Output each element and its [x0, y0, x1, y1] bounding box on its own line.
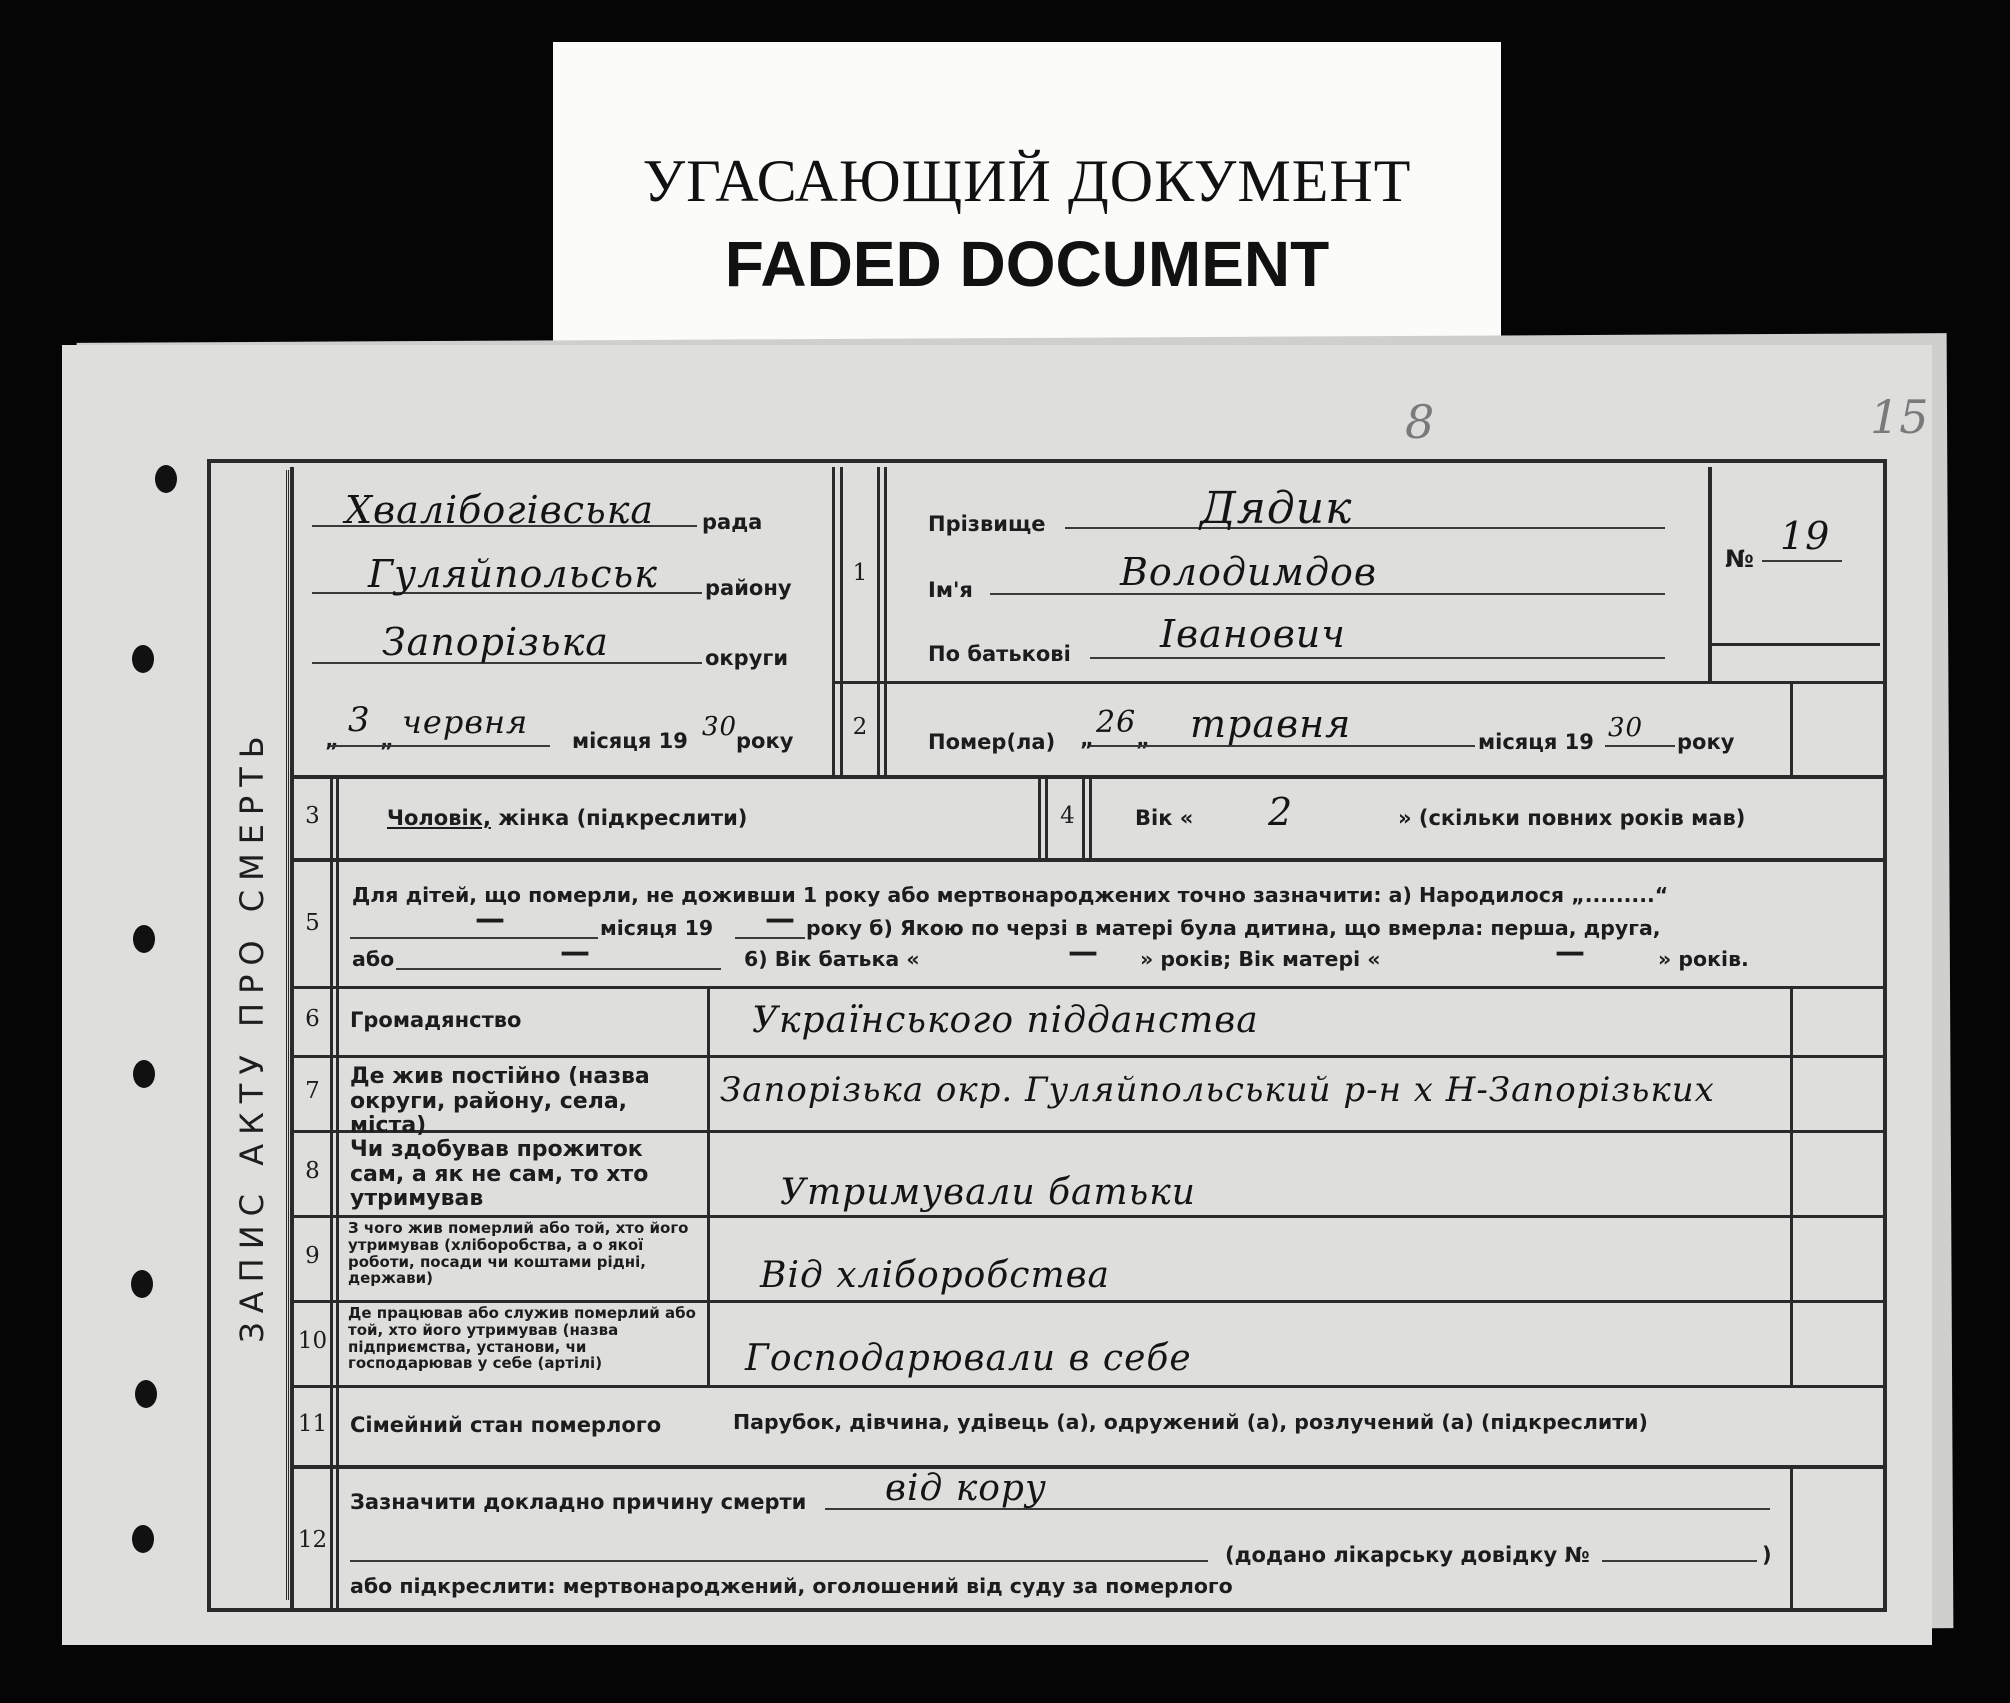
medical-certificate-close: )	[1762, 1543, 1772, 1567]
punch-hole-icon	[133, 925, 155, 953]
rayon-value: Гуляйпольськ	[368, 552, 658, 596]
divider	[336, 777, 339, 1612]
pencil-sheet-number: 8	[1405, 395, 1435, 449]
patronymic-label: По батькові	[928, 642, 1071, 666]
cause-label: Зазначити докладно причину смерти	[350, 1490, 807, 1514]
cause-value: від кору	[885, 1468, 1047, 1509]
rada-label: рада	[702, 510, 763, 534]
divider	[290, 1055, 1885, 1058]
divider	[1038, 777, 1041, 860]
income-source-value: Від хліборобства	[760, 1255, 1111, 1296]
pencil-corner-number: 15	[1870, 390, 1929, 444]
income-source-label: З чого жив померлий або той, хто його утримував (хліборобства, а о якої роботи, посади чи коштами рідні, держави)	[348, 1219, 689, 1288]
row-number: 10	[297, 1328, 328, 1354]
row-number: 12	[297, 1527, 328, 1553]
reg-day: 3	[348, 700, 371, 740]
underline	[396, 968, 721, 970]
divider	[1045, 777, 1048, 860]
divider	[835, 681, 1885, 684]
marital-options: Парубок, дівчина, удівець (а), одружений (а), розлучений (а) (підкреслити)	[733, 1410, 1648, 1434]
reg-roku: року	[736, 729, 794, 753]
row-number: 5	[305, 910, 320, 936]
died-open-quote: „	[1080, 727, 1094, 751]
divider	[290, 1465, 1885, 1469]
row-number: 6	[305, 1006, 320, 1032]
divider	[290, 858, 1885, 862]
citizenship-label: Громадянство	[350, 1008, 522, 1032]
infant-line-3d: » років.	[1658, 947, 1749, 971]
died-day: 26	[1096, 705, 1137, 740]
marital-label: Сімейний стан померлого	[350, 1413, 662, 1437]
divider	[884, 467, 887, 777]
reg-month: червня	[402, 703, 529, 741]
underline	[1762, 560, 1842, 562]
died-roku: року	[1677, 730, 1735, 754]
workplace-label: Де працював або служив померлий або той, хто його утримував (назва підприємства, установи, чи господарював у себе (артілі)	[348, 1304, 696, 1373]
died-misyatsya: місяця 19	[1478, 730, 1594, 754]
reg-misyatsya: місяця 19	[572, 729, 688, 753]
row-number: 2	[852, 714, 868, 740]
rayon-label: району	[705, 576, 792, 600]
name-label: Ім'я	[928, 578, 973, 602]
underline	[350, 1560, 1208, 1562]
infant-line-2a: місяця 19	[600, 916, 714, 940]
sex-male-underlined: Чоловік,	[387, 806, 491, 830]
livelihood-value: Утримували батьки	[780, 1172, 1196, 1213]
record-number-value: 19	[1780, 514, 1831, 558]
infant-line-3c: » років; Вік матері «	[1140, 947, 1381, 971]
divider	[1790, 1467, 1793, 1612]
infant-line-3b: 6) Вік батька «	[744, 947, 920, 971]
divider	[840, 467, 843, 777]
punch-hole-icon	[135, 1380, 157, 1408]
infant-dash: —	[765, 902, 795, 937]
divider	[290, 1300, 1885, 1303]
infant-line-2b: року б) Якою по черзі в матері була дитина, що вмерла: перша, друга,	[806, 916, 1661, 940]
infant-line-1: Для дітей, що померли, не доживши 1 року або мертвонароджених точно зазначити: а) Народилося „.........“	[352, 883, 1669, 907]
divider	[1708, 467, 1712, 683]
divider	[290, 1215, 1885, 1218]
underline	[1602, 1560, 1757, 1562]
citizenship-value: Українського підданства	[752, 1000, 1259, 1041]
underline	[1090, 745, 1475, 747]
row-number: 4	[1060, 803, 1075, 829]
workplace-value: Господарювали в себе	[745, 1338, 1192, 1379]
rada-value: Хвалібогівська	[345, 488, 655, 532]
punch-hole-icon	[131, 1270, 153, 1298]
infant-line-3a: або	[352, 947, 395, 971]
patronymic-value: Іванович	[1160, 612, 1346, 656]
name-value: Володимдов	[1120, 550, 1378, 594]
surname-label: Прізвище	[928, 512, 1046, 536]
row-number: 1	[852, 560, 868, 586]
row-number: 3	[305, 803, 320, 829]
punch-hole-icon	[133, 1060, 155, 1088]
infant-dash: —	[475, 902, 505, 937]
divider	[1790, 683, 1793, 777]
divider	[832, 467, 835, 777]
faded-document-banner	[553, 42, 1501, 357]
stillborn-options: або підкреслити: мертвонароджений, оголошений від суду за померлого	[350, 1574, 1233, 1598]
okruha-value: Запорізька	[382, 620, 609, 664]
punch-hole-icon	[132, 645, 154, 673]
infant-dash: —	[560, 935, 590, 970]
divider	[290, 986, 1885, 989]
age-value: 2	[1268, 790, 1294, 834]
divider	[290, 775, 1885, 779]
age-label-end: » (скільки повних років мав)	[1398, 806, 1746, 830]
infant-dash: —	[1068, 935, 1098, 970]
surname-value: Дядик	[1200, 483, 1353, 534]
okruha-label: округи	[705, 646, 789, 670]
reg-date-open: „	[325, 728, 339, 752]
divider	[877, 467, 880, 777]
row-number: 7	[305, 1078, 320, 1104]
died-label: Помер(ла)	[928, 730, 1056, 754]
row-number: 9	[305, 1243, 320, 1269]
banner-title-en: FADED DOCUMENT	[724, 228, 1330, 300]
died-year: 30	[1608, 713, 1644, 743]
row-number: 11	[297, 1411, 328, 1437]
divider	[707, 988, 710, 1386]
divider	[1089, 777, 1092, 860]
reg-date-quote: „	[380, 728, 394, 752]
banner-title-ru: УГАСАЮЩИЙ ДОКУМЕНТ	[642, 148, 1412, 214]
punch-hole-icon	[155, 465, 177, 493]
divider	[1710, 643, 1880, 646]
divider	[290, 467, 294, 1612]
underline	[1605, 745, 1675, 747]
underline	[330, 745, 550, 747]
divider	[1790, 988, 1793, 1386]
age-label: Вік «	[1135, 806, 1194, 830]
sex-field	[387, 806, 747, 830]
sex-rest: жінка (підкреслити)	[490, 806, 748, 830]
record-number-label: №	[1725, 545, 1754, 573]
medical-certificate-label: (додано лікарську довідку №	[1225, 1543, 1590, 1567]
livelihood-label: Чи здобував прожиток сам, а як не сам, то хто утримував	[350, 1137, 649, 1212]
punch-hole-icon	[132, 1525, 154, 1553]
vertical-title-text: ЗАПИС АКТУ ПРО СМЕРТЬ	[233, 727, 271, 1343]
vertical-title	[218, 470, 289, 1600]
divider	[290, 1385, 1885, 1388]
died-month: травня	[1190, 702, 1352, 746]
residence-label: Де жив постійно (назва округи, району, села, міста)	[350, 1064, 650, 1139]
row-number: 8	[305, 1158, 320, 1184]
infant-dash: —	[1555, 935, 1585, 970]
died-quote: „	[1136, 727, 1150, 751]
residence-value: Запорізька окр. Гуляйпольський р-н х Н-Запорізьких	[720, 1070, 1715, 1110]
underline	[1065, 527, 1665, 529]
underline	[1090, 657, 1665, 659]
reg-year: 30	[702, 712, 738, 742]
divider	[330, 777, 333, 1612]
